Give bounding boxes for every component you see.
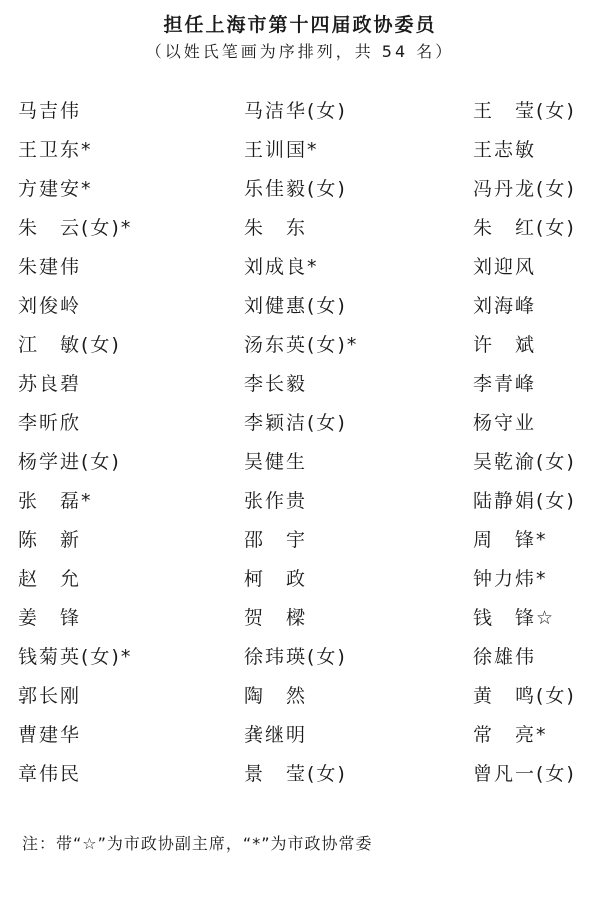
name-row [18, 447, 598, 486]
member-name: 刘海峰 [473, 295, 537, 317]
member-name: 陆静娟(女) [473, 490, 576, 512]
member-name: 李颖洁(女) [244, 412, 347, 434]
member-name: 常 亮* [473, 724, 548, 746]
member-name: 曾凡一(女) [473, 763, 576, 785]
member-name: 刘成良* [244, 256, 319, 278]
member-name: 王卫东* [18, 139, 93, 161]
name-row [18, 174, 598, 213]
name-row [18, 213, 598, 252]
member-name: 杨学进(女) [18, 451, 121, 473]
member-name: 吴健生 [244, 451, 308, 473]
name-row [18, 603, 598, 642]
name-row [18, 369, 598, 408]
name-row [18, 252, 598, 291]
member-name: 贺 樑 [244, 607, 308, 629]
member-name: 乐佳毅(女) [244, 178, 347, 200]
member-name: 李长毅 [244, 373, 308, 395]
name-row [18, 759, 598, 798]
member-name: 方建安* [18, 178, 93, 200]
member-name: 刘迎风 [473, 256, 537, 278]
member-name: 龚继明 [244, 724, 308, 746]
member-name: 冯丹龙(女) [473, 178, 576, 200]
member-name: 朱 东 [244, 217, 308, 239]
member-name: 陶 然 [244, 685, 308, 707]
member-name: 李昕欣 [18, 412, 82, 434]
name-row [18, 408, 598, 447]
member-name: 章伟民 [18, 763, 82, 785]
member-name: 马吉伟 [18, 100, 82, 122]
member-name: 姜 锋 [18, 607, 82, 629]
member-name-list [18, 96, 598, 798]
footnote: 注：带“☆”为市政协副主席，“*”为市政协常委 [22, 834, 373, 853]
member-name: 刘健惠(女) [244, 295, 347, 317]
name-row [18, 135, 598, 174]
member-name: 苏良碧 [18, 373, 82, 395]
name-row [18, 720, 598, 759]
member-name: 景 莹(女) [244, 763, 347, 785]
member-name: 曹建华 [18, 724, 82, 746]
member-name: 王志敏 [473, 139, 537, 161]
member-name: 朱建伟 [18, 256, 82, 278]
member-name: 陈 新 [18, 529, 82, 551]
member-name: 钟力炜* [473, 568, 548, 590]
member-name: 汤东英(女)* [244, 334, 359, 356]
member-name: 黄 鸣(女) [473, 685, 576, 707]
member-name: 钱菊英(女)* [18, 646, 133, 668]
name-row [18, 291, 598, 330]
member-name: 郭长刚 [18, 685, 82, 707]
member-name: 徐玮瑛(女) [244, 646, 347, 668]
name-row [18, 486, 598, 525]
member-name: 徐雄伟 [473, 646, 537, 668]
member-name: 王训国* [244, 139, 319, 161]
name-row [18, 525, 598, 564]
member-name: 李青峰 [473, 373, 537, 395]
member-name: 吴乾渝(女) [473, 451, 576, 473]
member-name: 马洁华(女) [244, 100, 347, 122]
member-name: 周 锋* [473, 529, 548, 551]
member-name: 许 斌 [473, 334, 537, 356]
member-name: 王 莹(女) [473, 100, 576, 122]
member-name: 柯 政 [244, 568, 308, 590]
member-name: 杨守业 [473, 412, 537, 434]
member-name: 邵 宇 [244, 529, 308, 551]
member-name: 江 敏(女) [18, 334, 121, 356]
member-name: 朱 红(女) [473, 217, 576, 239]
member-name: 朱 云(女)* [18, 217, 133, 239]
member-name: 张 磊* [18, 490, 93, 512]
document-title: 担任上海市第十四届政协委员 [163, 14, 437, 36]
member-name: 钱 锋☆ [473, 607, 556, 629]
name-row [18, 681, 598, 720]
name-row [18, 96, 598, 135]
name-row [18, 642, 598, 681]
name-row [18, 564, 598, 603]
document-subtitle: （以姓氏笔画为序排列，共 54 名） [145, 42, 455, 61]
member-name: 刘俊岭 [18, 295, 82, 317]
member-name: 赵 允 [18, 568, 82, 590]
name-row [18, 330, 598, 369]
member-name: 张作贵 [244, 490, 308, 512]
